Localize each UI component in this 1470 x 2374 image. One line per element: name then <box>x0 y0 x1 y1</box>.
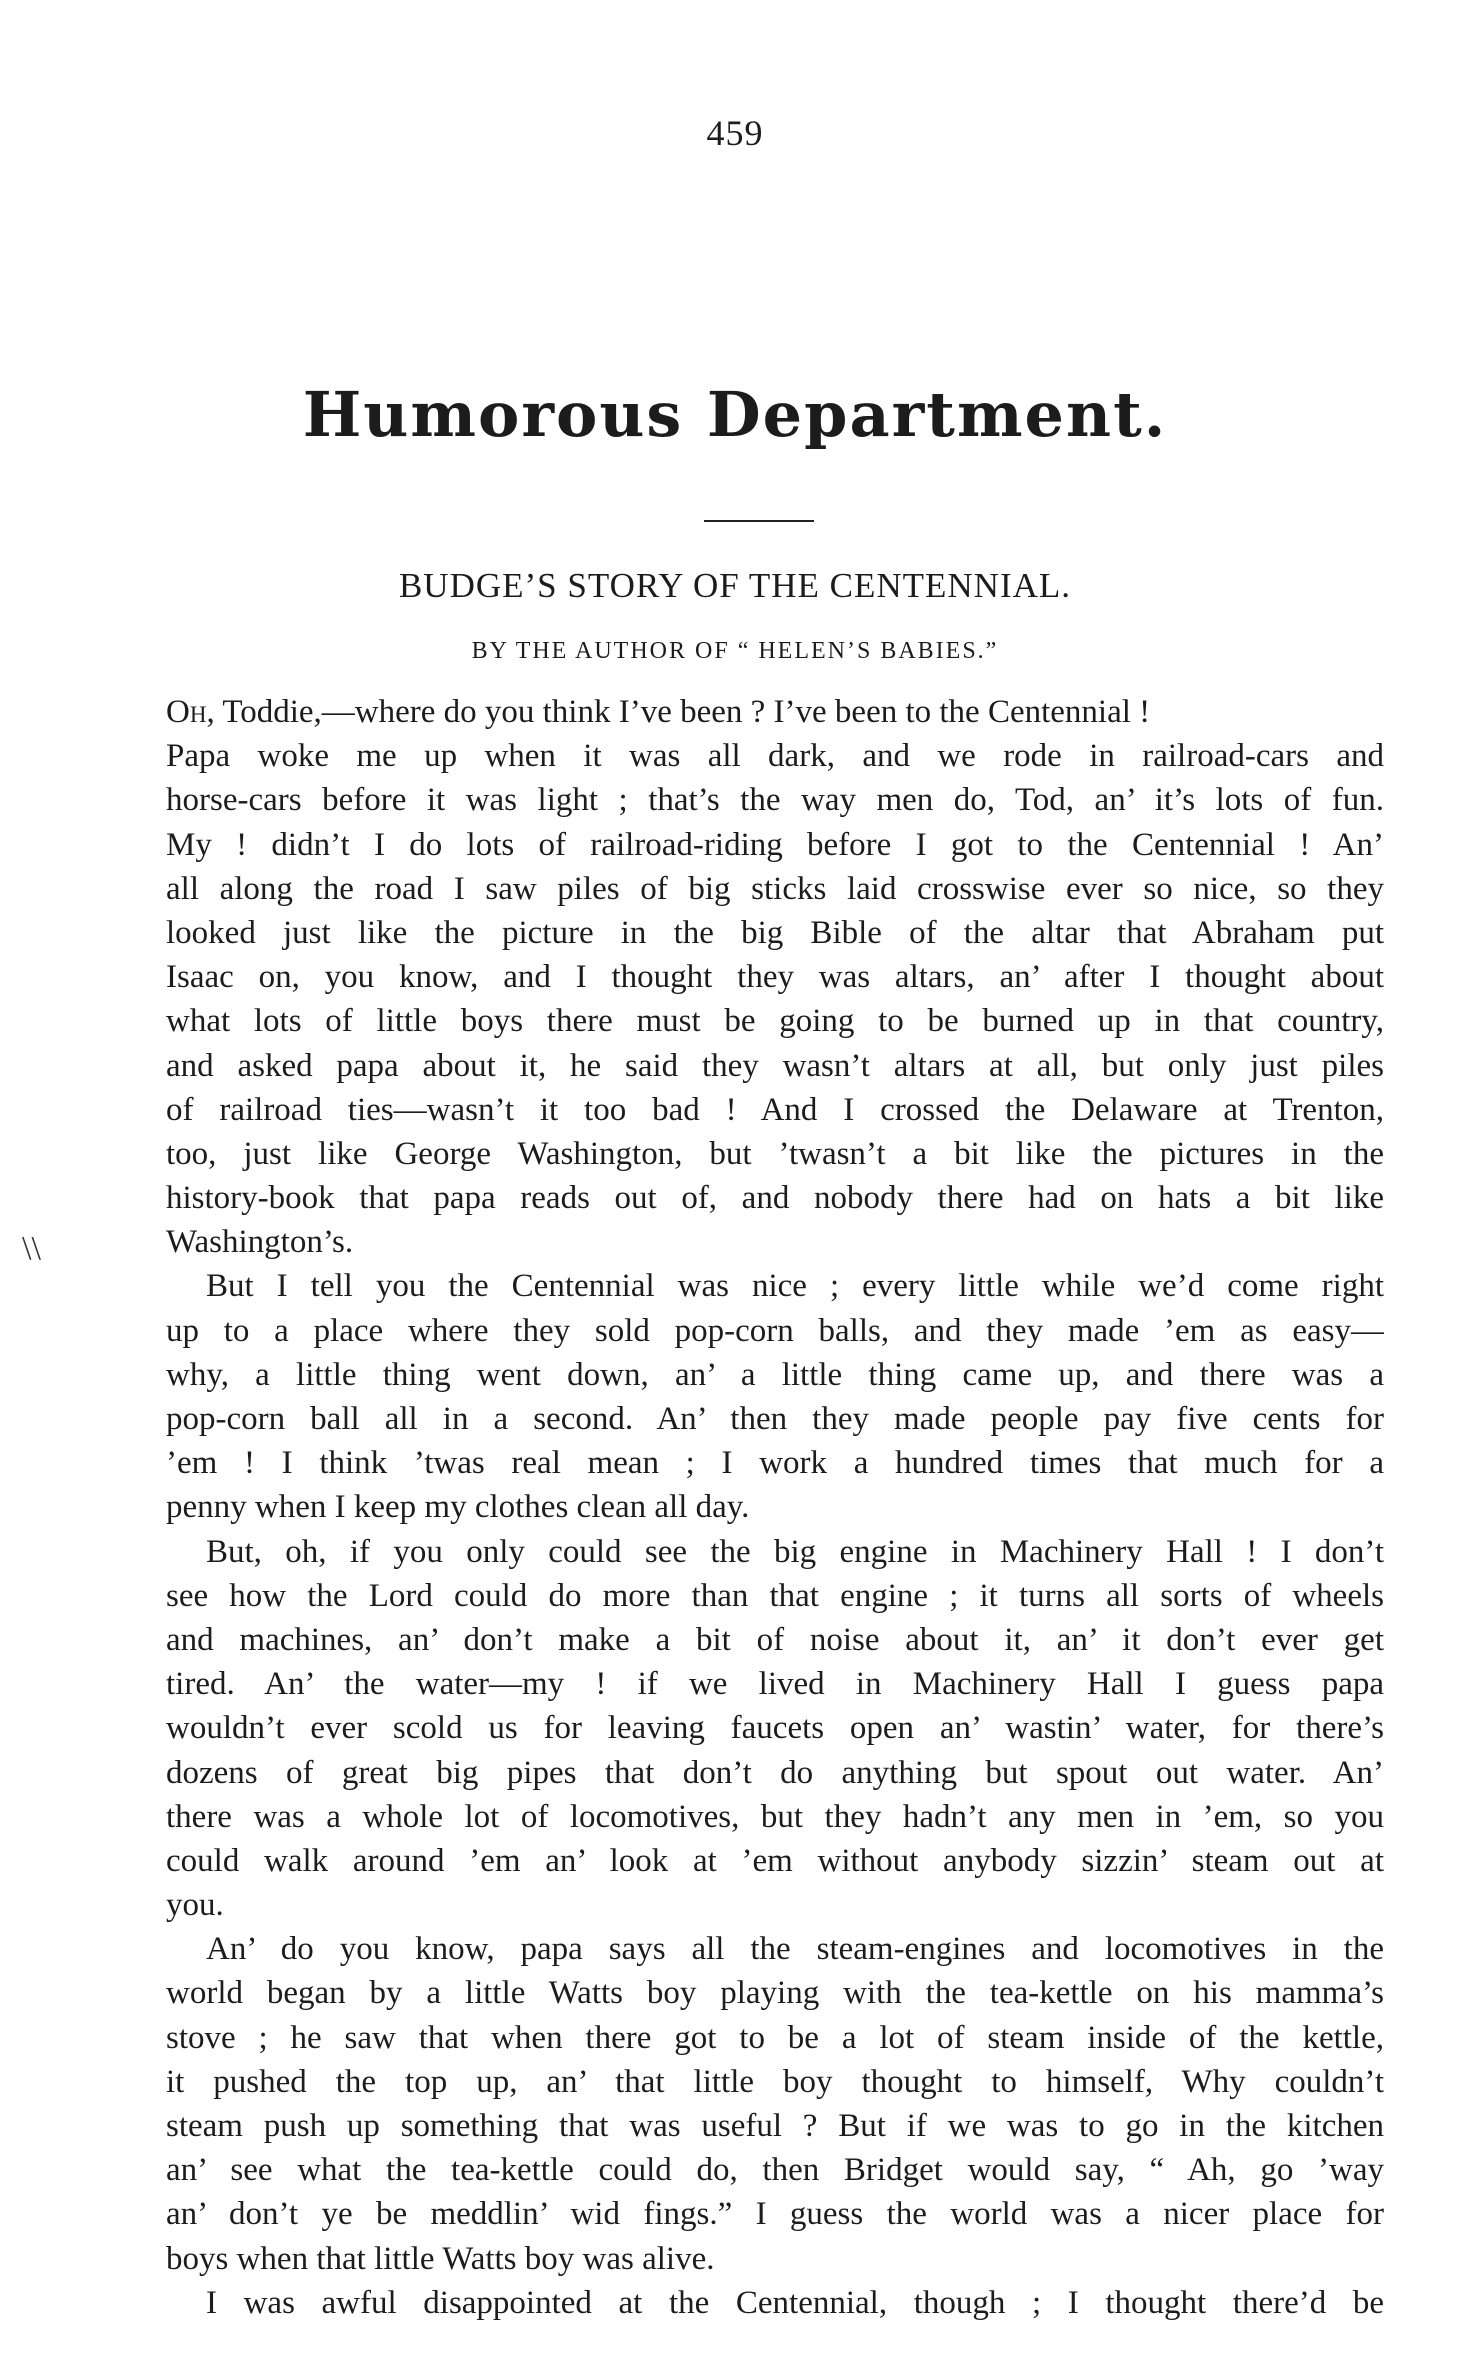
text-line: up to a place where they sold pop-corn balls, and they made ’em as easy— <box>166 1312 1384 1349</box>
text-line: an’ see what the tea-kettle could do, then Bridget would say, “ Ah, go ’way <box>166 2152 1384 2189</box>
department-title: Humorous Department. <box>302 378 1168 451</box>
title-rule <box>704 520 814 522</box>
text-line: world began by a little Watts boy playing with the tea-kettle on his mamma’s <box>166 1975 1384 2012</box>
text-line: An’ do you know, papa says all the steam-engines and locomotives in the <box>206 1931 1384 1968</box>
text-line: boys when that little Watts boy was alive. <box>166 2240 715 2277</box>
text-line: ’em ! I think ’twas real mean ; I work a hundred times that much for a <box>166 1445 1384 1482</box>
text-line: But, oh, if you only could see the big engine in Machinery Hall ! I don’t <box>206 1533 1384 1570</box>
first-word: Oh, <box>166 694 215 730</box>
text-line: and machines, an’ don’t make a bit of noise about it, an’ it don’t ever get <box>166 1621 1384 1658</box>
article-body <box>166 690 1384 2325</box>
text-line: history-book that papa reads out of, and nobody there had on hats a bit like <box>166 1180 1384 1217</box>
text-line: looked just like the picture in the big Bible of the altar that Abraham put <box>166 914 1384 951</box>
text-line: stove ; he saw that when there got to be a lot of steam inside of the kettle, <box>166 2019 1384 2056</box>
article-title: BUDGE’S STORY OF THE CENTENNIAL. <box>398 566 1072 605</box>
text-line: penny when I keep my clothes clean all day. <box>166 1489 750 1526</box>
text-line: why, a little thing went down, an’ a little thing came up, and there was a <box>166 1356 1384 1393</box>
text-line: Washington’s. <box>166 1224 354 1261</box>
text-line: of railroad ties—wasn’t it too bad ! And I crossed the Delaware at Trenton, <box>166 1091 1384 1128</box>
text-line: see how the Lord could do more than that engine ; it turns all sorts of wheels <box>166 1577 1384 1614</box>
text-line: I was awful disappointed at the Centennial, though ; I thought there’d be <box>206 2284 1384 2321</box>
text-line: there was a whole lot of locomotives, but they hadn’t any men in ’em, so you <box>166 1798 1384 1835</box>
text-line: steam push up something that was useful ? But if we was to go in the kitchen <box>166 2108 1384 2144</box>
text-line: tired. An’ the water—my ! if we lived in Machinery Hall I guess papa <box>166 1666 1384 1703</box>
text-line: what lots of little boys there must be going to be burned up in that country, <box>166 1003 1384 1040</box>
text-line: too, just like George Washington, but ’twasn’t a bit like the pictures in the <box>166 1135 1384 1172</box>
page-number: 459 <box>706 113 764 153</box>
text-line: But I tell you the Centennial was nice ; every little while we’d come right <box>206 1268 1384 1305</box>
text-line: My ! didn’t I do lots of railroad-riding before I got to the Centennial ! An’ <box>166 826 1384 863</box>
text-line: it pushed the top up, an’ that little boy thought to himself, Why couldn’t <box>166 2063 1384 2100</box>
text-line: dozens of great big pipes that don’t do anything but spout out water. An’ <box>166 1754 1384 1791</box>
text-line: Isaac on, you know, and I thought they was altars, an’ after I thought about <box>166 959 1384 996</box>
text-line: an’ don’t ye be meddlin’ wid fings.” I guess the world was a nicer place for <box>166 2196 1384 2233</box>
text-line: Papa woke me up when it was all dark, and we rode in railroad-cars and <box>166 738 1384 775</box>
text-line-content: Toddie,—where do you think I’ve been ? I’ve been to the Centennial ! <box>214 694 1151 730</box>
text-line: could walk around ’em an’ look at ’em without anybody sizzin’ steam out at <box>166 1842 1384 1879</box>
text-line: horse-cars before it was light ; that’s the way men do, Tod, an’ it’s lots of fun. <box>166 782 1384 819</box>
text-line: pop-corn ball all in a second. An’ then they made people pay five cents for <box>166 1401 1384 1437</box>
text-line <box>166 690 1384 734</box>
text-line: and asked papa about it, he said they wasn’t altars at all, but only just piles <box>166 1047 1384 1084</box>
article-byline: BY THE AUTHOR OF “ HELEN’S BABIES.” <box>471 638 999 664</box>
margin-mark: \\ <box>22 1230 41 1267</box>
text-line: all along the road I saw piles of big sticks laid crosswise ever so nice, so they <box>166 870 1384 907</box>
text-line: wouldn’t ever scold us for leaving faucets open an’ wastin’ water, for there’s <box>166 1710 1384 1747</box>
text-line: you. <box>166 1887 224 1924</box>
